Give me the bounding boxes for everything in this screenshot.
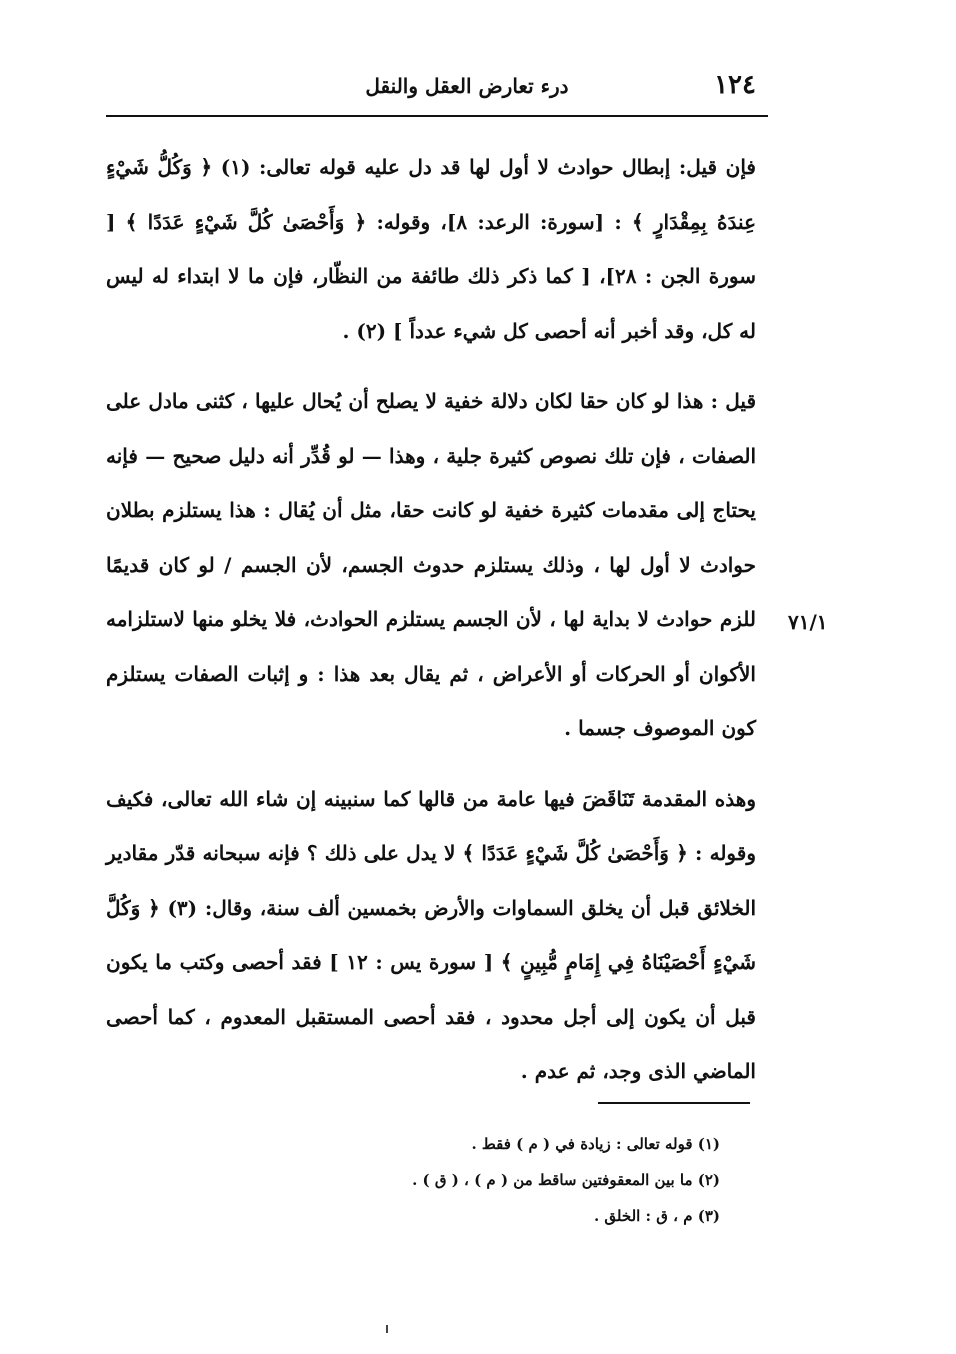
footnote-1: (١) قوله تعالى : زيادة في ( م ) فقط . [471, 1135, 720, 1153]
paragraph-3: وهذه المقدمة تَنَاقَضَ فيها عامة من قالها كما سنبينه إن شاء الله تعالى، فكيف وقوله : ﴿ وَأَحْصَىٰ كُلَّ شَيْءٍ عَدَدًا ﴾ لا يدل على ذلك ؟ فإنه سبحانه قدّر مقادير الخلائق قبل أن يخلق السماوات والأرض بخمسين ألف سنة، وقال: (٣) ﴿ وَكُلَّ شَيْءٍ أَحْصَيْنَاهُ فِي إِمَامٍ مُّبِينٍ ﴾ [ سورة يس : ١٢ ] فقد أحصى وكتب ما يكون قبل أن يكون إلى أجل محدود ، فقد أحصى المستقبل المعدوم ، كما أحصى الماضي الذى وجد، ثم عدم . [106, 786, 757, 1083]
main-text [106, 140, 756, 1099]
scan-speck [386, 1325, 388, 1333]
footnote-3: (٣) م ، ق : الخلق . [593, 1207, 720, 1225]
footnote-2: (٢) ما بين المعقوفتين ساقط من ( م ) ، ( ق ) . [412, 1171, 720, 1189]
running-title: درء تعارض العقل والنقل [365, 74, 569, 98]
footnotes [300, 1126, 720, 1234]
header-rule [106, 115, 768, 117]
paragraph-2: قيل : هذا لو كان حقا لكان دلالة خفية لا يصلح أن يُحال عليها ، كثنى مادل على الصفات ، فإن تلك نصوص كثيرة جلية ، وهذا — لو قُدِّر أنه دليل صحيح — فإنه يحتاج إلى مقدمات كثيرة خفية لو كانت حقا، مثل أن يُقال : هذا يستلزم بطلان حوادث لا أول لها ، وذلك يستلزم حدوث الجسم، لأن الجسم / لو كان قديمًا للزم حوادث لا بداية لها ، لأن الجسم يستلزم الحوادث، فلا يخلو منها لاستلزامه الأكوان أو الحركات أو الأعراض ، ثم يقال بعد هذا : و إثبات الصفات يستلزم كون الموصوف جسما . [106, 389, 756, 740]
paragraph-1: فإن قيل: إبطال حوادث لا أول لها قد دل عليه قوله تعالى: (١) ﴿ وَكُلُّ شَيْءٍ عِندَهُ بِمِقْدَارٍ ﴾ : [سورة: الرعد: ٨]، وقوله: ﴿ وَأَحْصَىٰ كُلَّ شَيْءٍ عَدَدًا ﴾ [ سورة الجن : ٢٨]، [ كما ذكر ذلك طائفة من النظّار، فإن ما لا ابتداء له ليس له كل، وقد أخبر أنه أحصى كل شيء عدداً ] (٢) . [106, 155, 757, 343]
page-number: ١٢٤ [714, 70, 756, 100]
margin-page-reference: ٧١/١ [788, 610, 828, 634]
footnote-separator [598, 1102, 750, 1104]
page-header [106, 62, 768, 112]
